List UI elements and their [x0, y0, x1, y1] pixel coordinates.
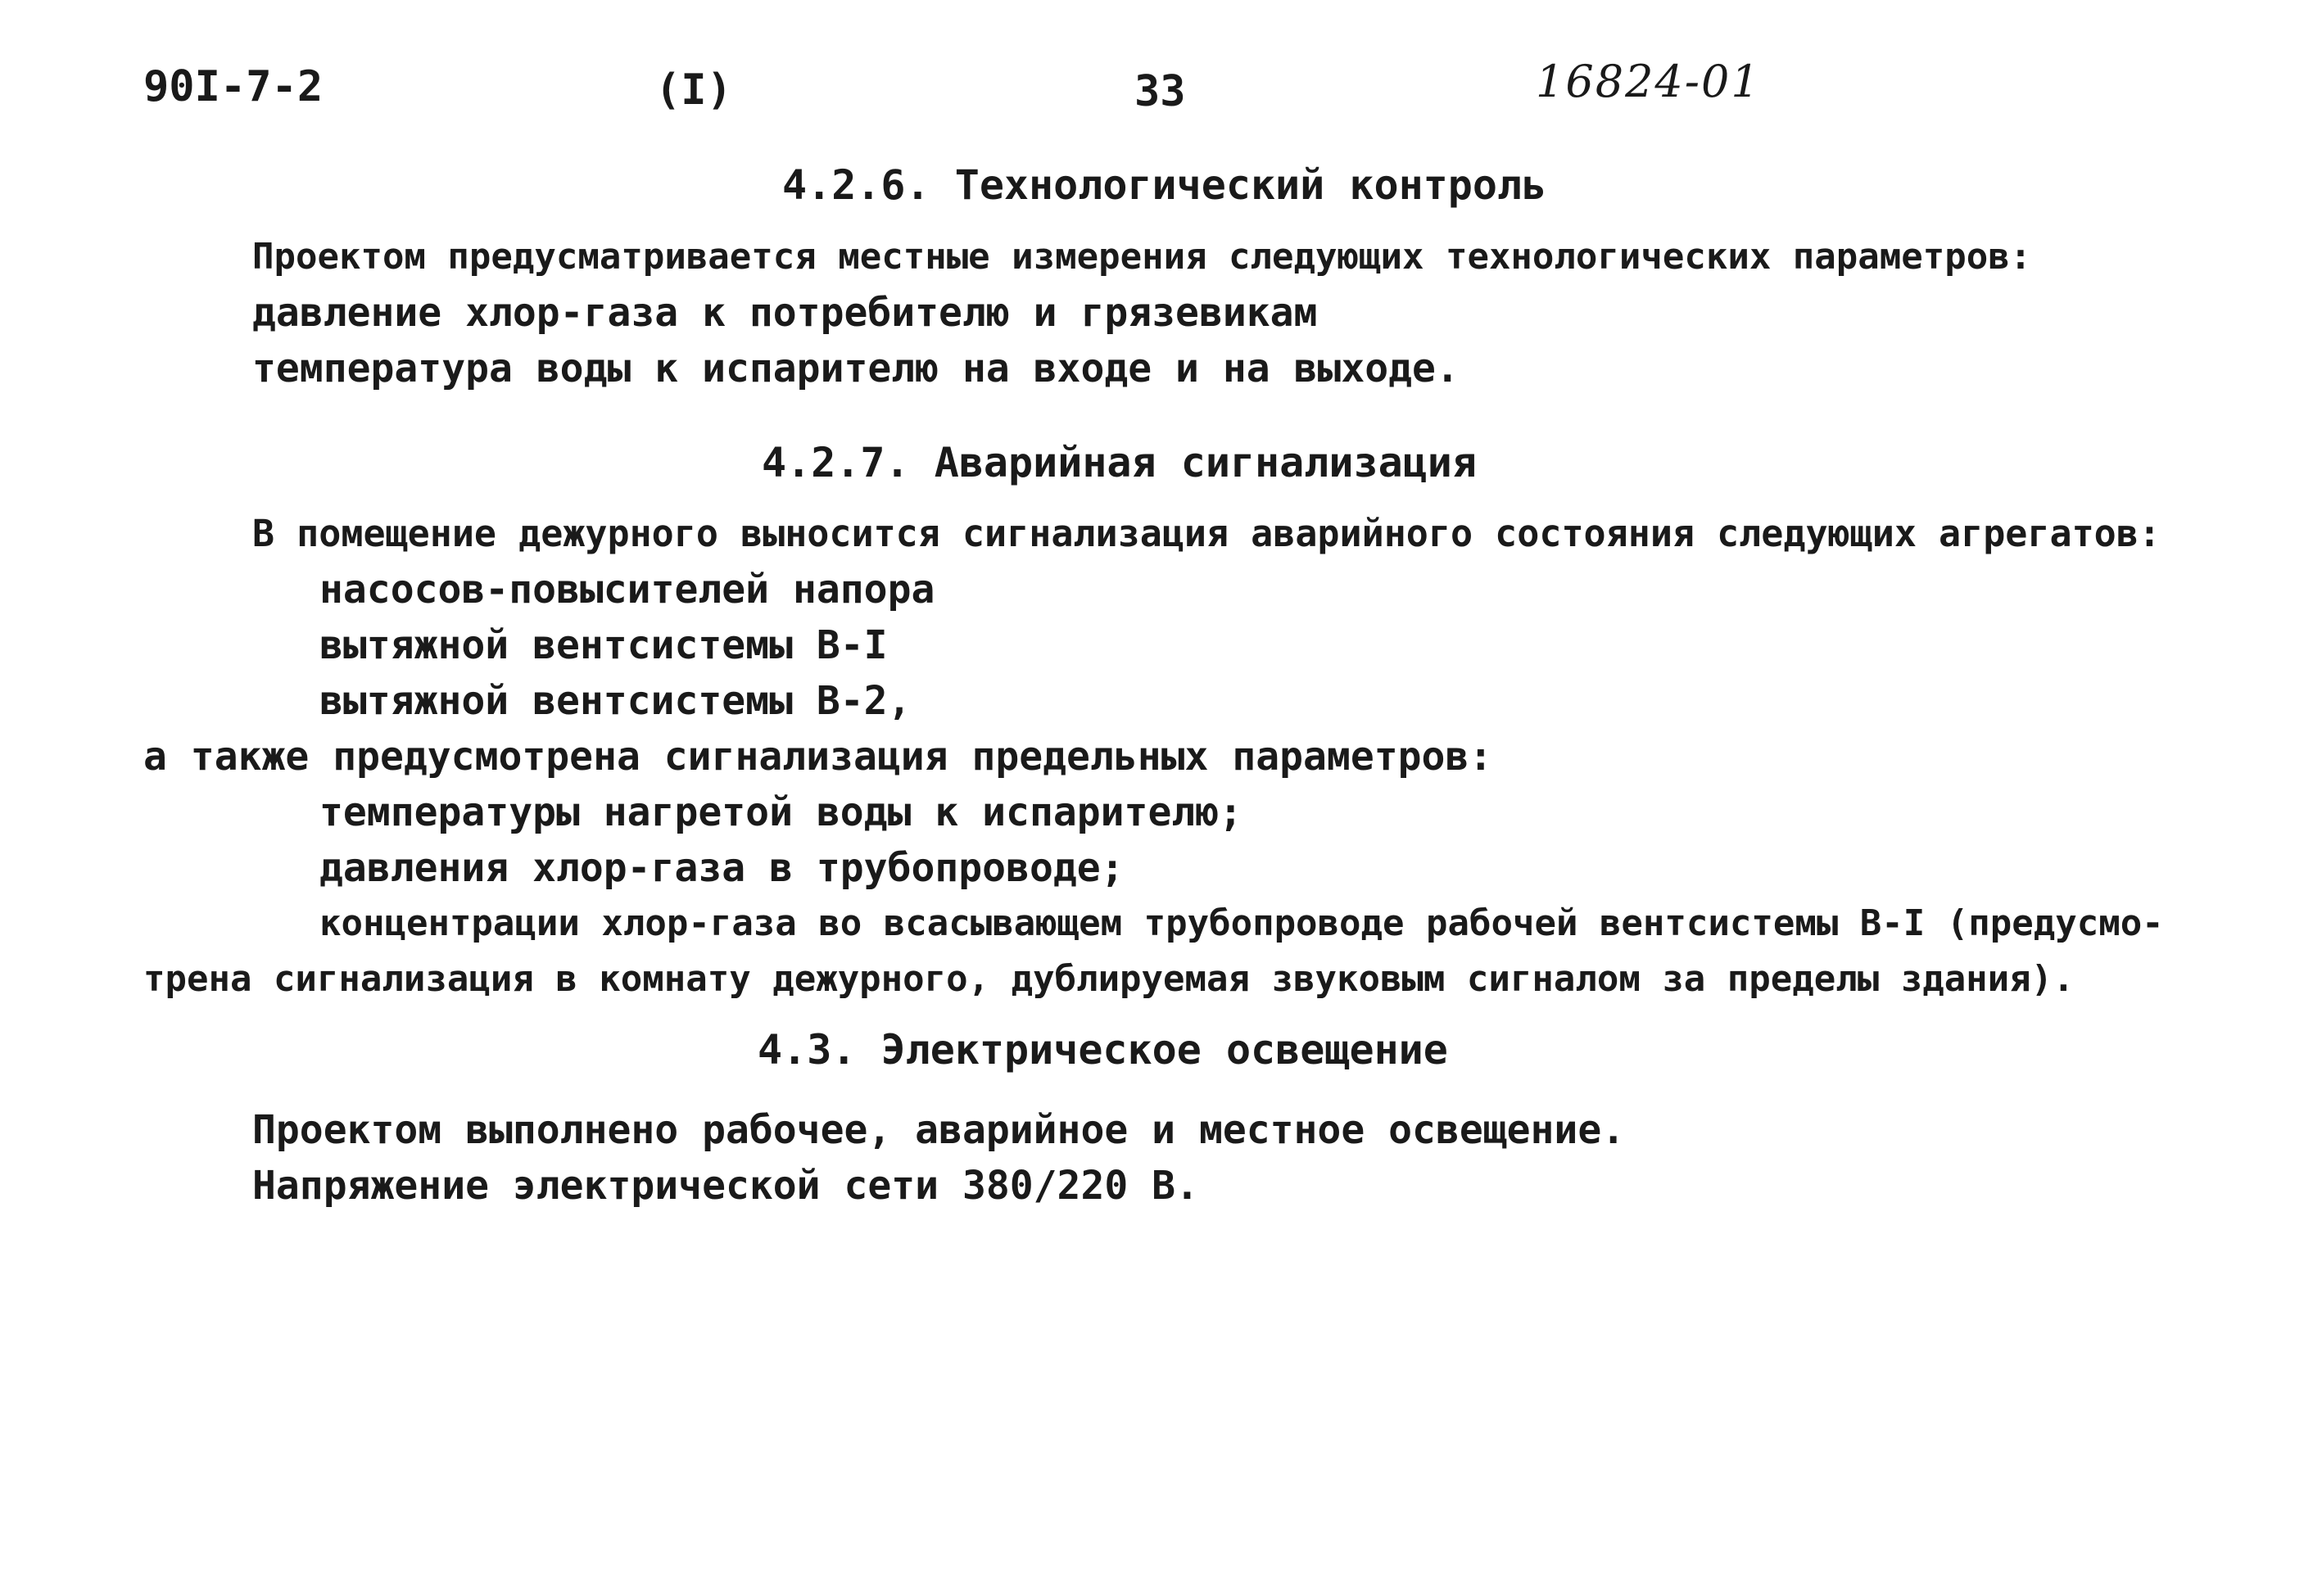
- doc-code: 90I-7-2: [143, 62, 324, 111]
- section-43-line-1: Проектом выполнено рабочее, аварийное и местное освещение.: [252, 1107, 1626, 1153]
- section-427-limit-3: концентрации хлор-газа во всасывающем трубопроводе рабочей вентсистемы В-I (предусмо-: [319, 902, 2164, 944]
- section-427-limit-2: давления хлор-газа в трубопроводе;: [319, 845, 1125, 891]
- section-427-intro: В помещение дежурного выносится сигнализация аварийного состояния следующих агрегатов:: [252, 512, 2161, 555]
- section-427-heading: 4.2.7. Аварийная сигнализация: [762, 439, 1477, 486]
- section-43-line-2: Напряжение электрической сети 380/220 В.: [252, 1163, 1199, 1209]
- section-426-line-2: давление хлор-газа к потребителю и грязевикам: [252, 290, 1318, 336]
- section-426-line-3: температура воды к испарителю на входе и на выходе.: [252, 346, 1460, 391]
- section-427-unit-3: вытяжной вентсистемы В-2,: [319, 678, 912, 724]
- page-number: 33: [1134, 67, 1186, 116]
- section-427-unit-1: насосов-повысителей напора: [319, 567, 935, 613]
- inventory-number: 16824-01: [1536, 56, 1761, 107]
- section-426-line-1: Проектом предусматривается местные измерения следующих технологических параметров:: [252, 236, 2032, 278]
- section-427-unit-2: вытяжной вентсистемы В-I: [319, 622, 888, 668]
- section-427-limits-intro: а также предусмотрена сигнализация предельных параметров:: [143, 734, 1493, 780]
- section-43-heading: 4.3. Электрическое освещение: [758, 1026, 1448, 1074]
- section-426-heading: 4.2.6. Технологический контроль: [782, 161, 1547, 209]
- section-427-limit-1: температуры нагретой воды к испарителю;: [319, 789, 1243, 835]
- part-number: (I): [655, 66, 732, 115]
- section-427-limit-continuation: трена сигнализация в комнату дежурного, дублируемая звуковым сигналом за пределы здания).: [143, 958, 2075, 1000]
